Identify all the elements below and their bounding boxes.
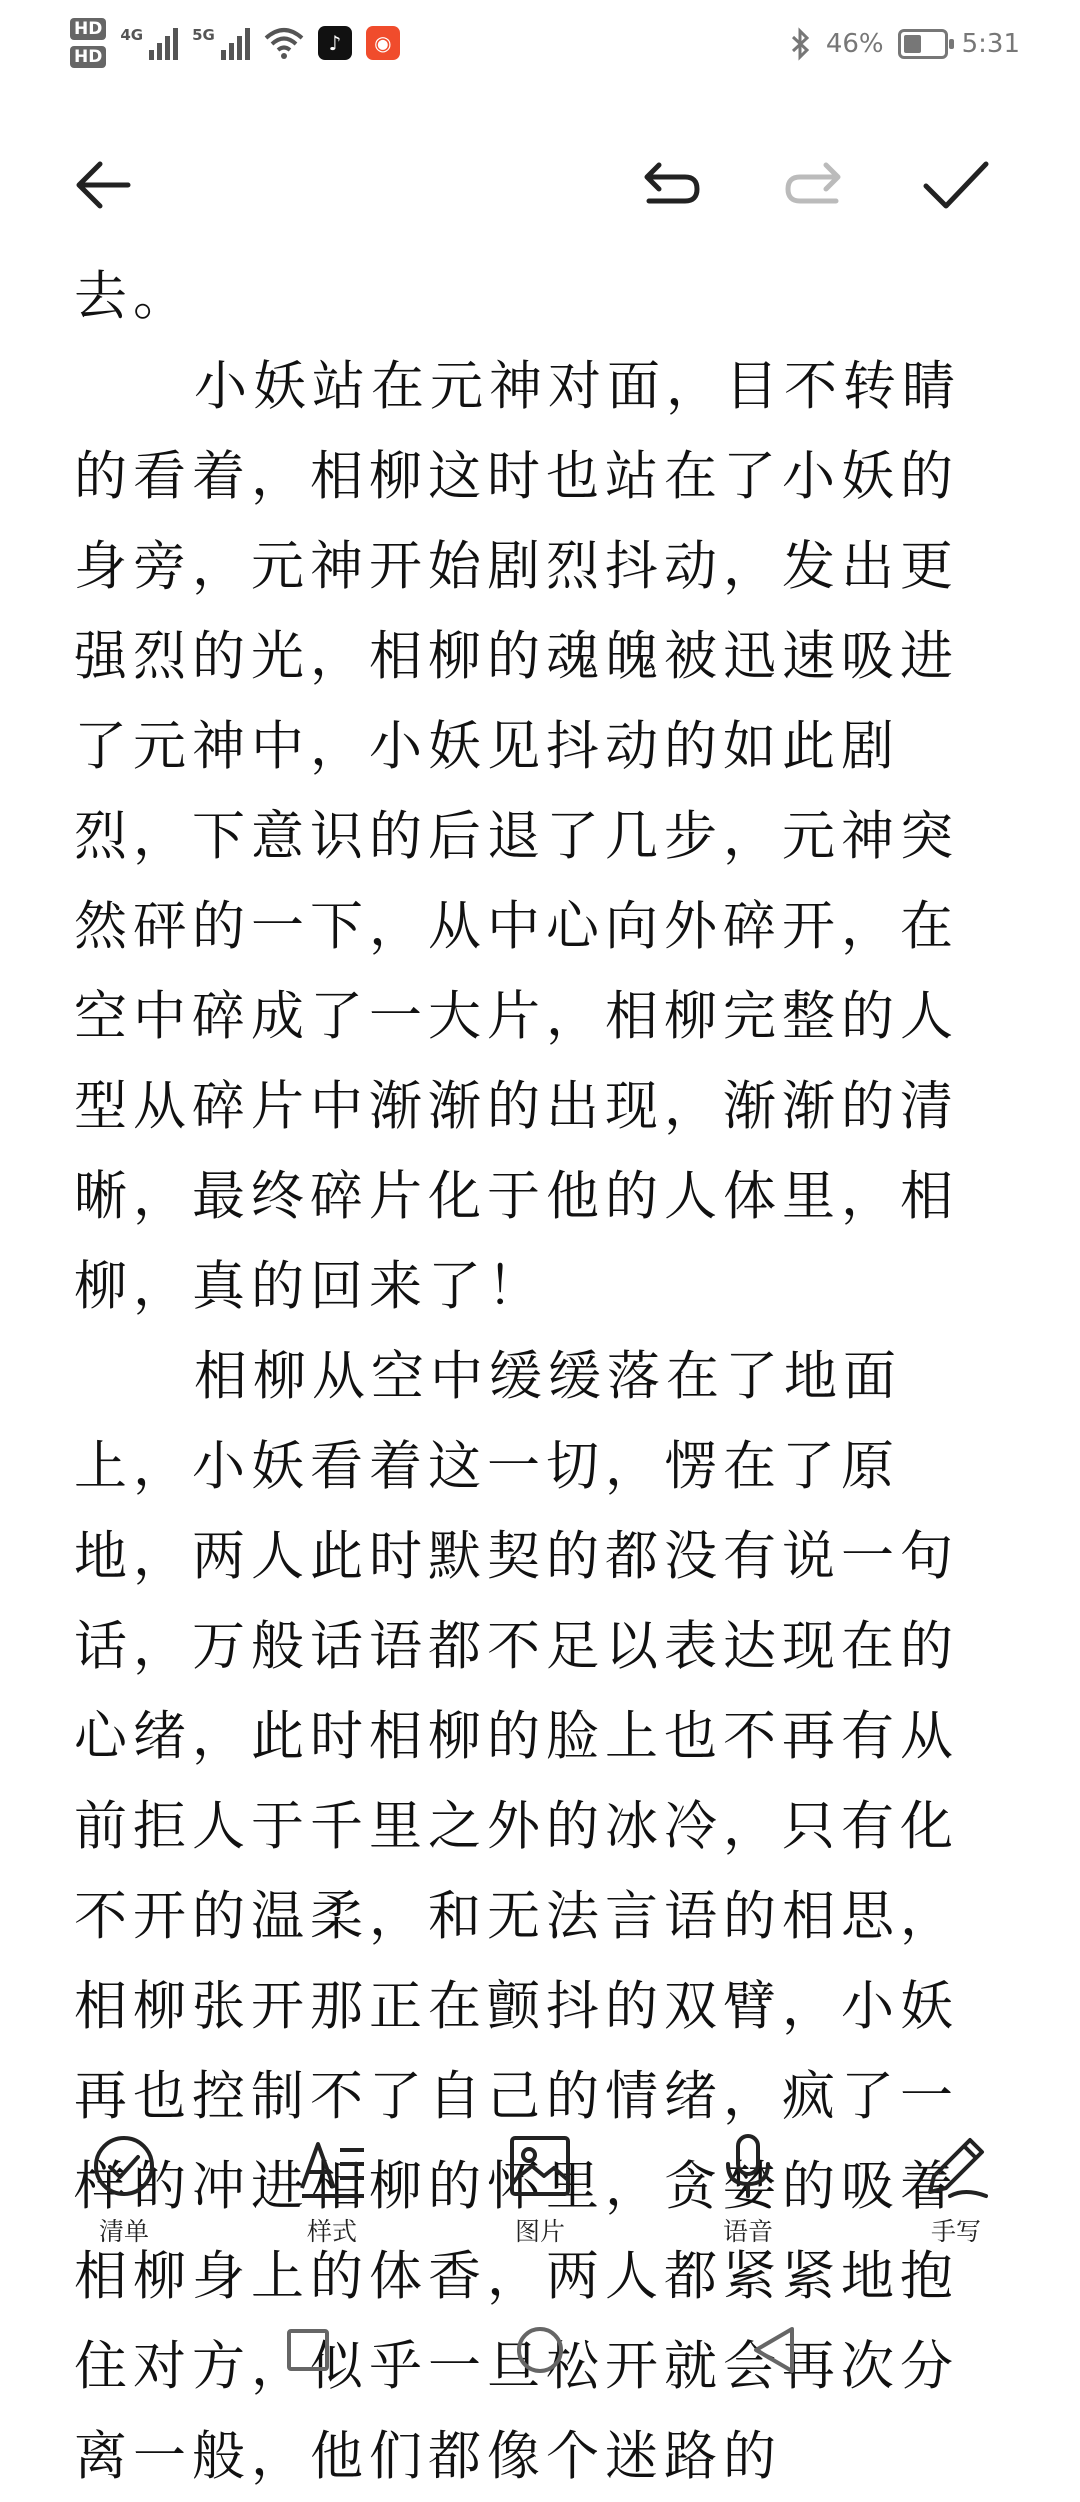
home-button[interactable] [510,2320,570,2380]
hd-indicators [70,18,106,68]
battery-icon [898,29,948,59]
text-style-button[interactable] [257,2130,407,2280]
hd-badge-1: HD [70,18,106,40]
triangle-back-icon [750,2325,798,2375]
recent-apps-button[interactable] [278,2320,338,2380]
checklist-label: 清单 [98,2217,149,2246]
back-button[interactable] [60,140,150,230]
handwriting-label: 手写 [930,2217,981,2246]
network-type-1: 4G [120,26,144,44]
network-type-2: 5G [192,26,215,44]
done-button[interactable] [910,140,1000,230]
signal-2 [192,26,250,60]
kuaishou-icon: ◉ [366,26,400,60]
tiktok-icon: ♪ [318,26,352,60]
redo-button[interactable] [770,140,860,230]
battery-level [904,35,921,53]
status-left [70,18,400,68]
image-icon [504,2130,576,2202]
undo-button[interactable] [625,140,715,230]
circle-icon [515,2325,565,2375]
signal-bars-2-icon [221,26,250,60]
battery-percent: 46% [825,29,884,59]
hd-badge-2: HD [70,46,106,68]
check-icon [920,150,990,220]
bluetooth-icon [790,28,812,60]
system-nav-bar [0,2300,1080,2400]
signal-1 [120,26,178,60]
checklist-icon [88,2130,160,2202]
editor-toolbar [0,120,1080,240]
checklist-button[interactable] [49,2130,199,2280]
microphone-icon [712,2130,784,2202]
text-style-icon [296,2130,368,2202]
handwriting-button[interactable] [881,2130,1031,2280]
status-bar [0,0,1080,96]
voice-label: 语音 [722,2217,773,2246]
undo-icon [635,150,705,220]
back-nav-button[interactable] [744,2320,804,2380]
image-label: 图片 [514,2217,565,2246]
note-paragraph: 相柳从空中缓缓落在了地面上，小妖看着这一切，愣在了原地，两人此时默契的都没有说一句话，万般话语都不足以表达现在的心绪，此时相柳的脸上也不再有从前拒人于千里之外的冰冷，只有化不开的温柔，和无法言语的相思，相柳张开那正在颤抖的双臂，小妖再也控制不了自己的情绪，疯了一样的冲进相柳的怀里，贪婪的吸着相柳身上的体香，两人都紧紧地抱住对方，似乎一旦松开就会再次分离一般，他们都像个迷路的 [74,1346,959,2487]
wifi-icon [264,26,304,60]
voice-button[interactable] [673,2130,823,2280]
bottom-toolbar [0,2130,1080,2280]
note-paragraph: 小妖站在元神对面，目不转睛的看着，相柳这时也站在了小妖的身旁，元神开始剧烈抖动，发出更强烈的光，相柳的魂魄被迅速吸进了元神中，小妖见抖动的如此剧烈，下意识的后退了几步，元神突然砰的一下，从中心向外碎开，在空中碎成了一大片，相柳完整的人型从碎片中渐渐的出现，渐渐的清晰，最终碎片化于他的人体里，相柳，真的回来了！ [74,356,961,1317]
signal-bars-1-icon [149,26,178,60]
note-paragraph: 去。 [74,266,192,327]
arrow-left-icon [70,150,140,220]
handwriting-pen-icon [920,2130,992,2202]
redo-icon [780,150,850,220]
clock: 5:31 [961,29,1020,59]
square-icon [286,2328,330,2372]
image-button[interactable] [465,2130,615,2280]
status-right [790,28,1020,60]
text-style-label: 样式 [306,2217,357,2246]
